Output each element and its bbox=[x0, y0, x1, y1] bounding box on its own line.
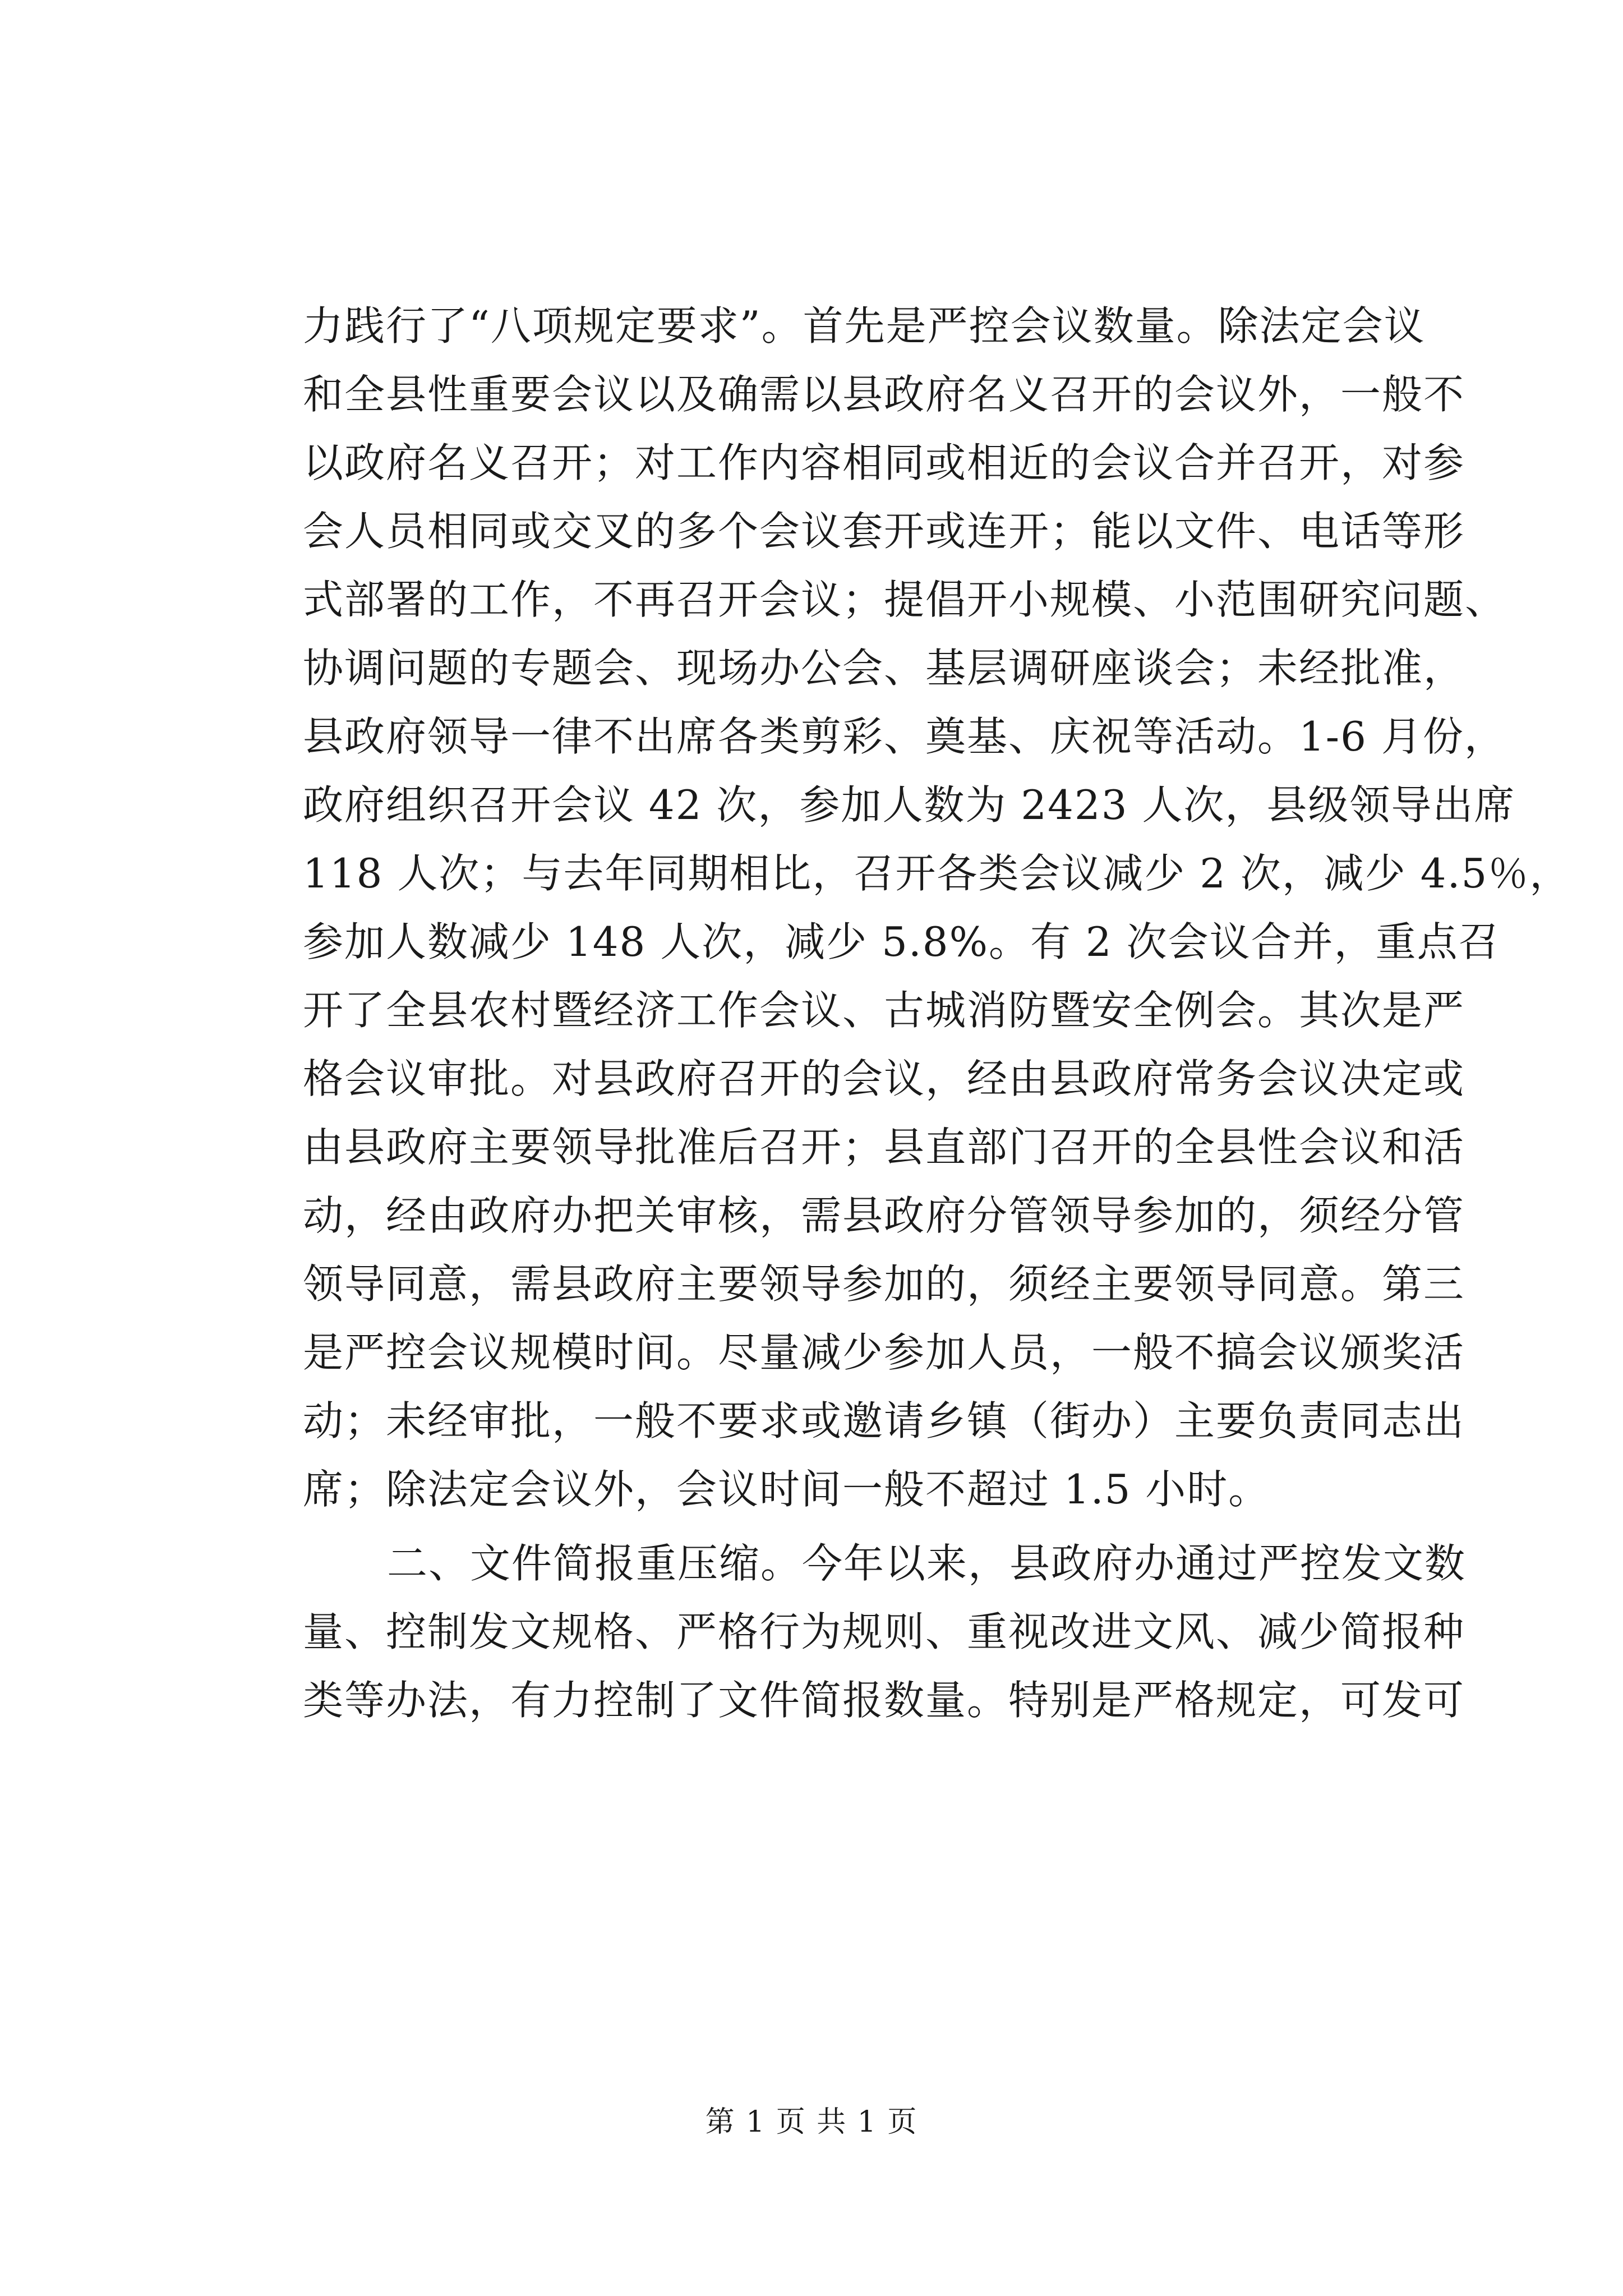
paragraph-gap bbox=[303, 1524, 1481, 1529]
text-line: 县政府领导一律不出席各类剪彩、奠基、庆祝等活动。1-6 月份， bbox=[303, 713, 1506, 760]
text-line: 参加人数减少 148 人次，减少 5.8%。有 2 次会议合并，重点召 bbox=[303, 918, 1500, 965]
text-line: 以政府名义召开；对工作内容相同或相近的会议合并召开，对参 bbox=[303, 439, 1465, 486]
text-line: 动；未经审批，一般不要求或邀请乡镇（街办）主要负责同志出 bbox=[303, 1397, 1465, 1444]
document-body bbox=[303, 292, 1571, 1734]
page-footer: 第 1 页 共 1 页 bbox=[705, 2105, 918, 2139]
text-line: 力践行了“八项规定要求”。首先是严控会议数量。除法定会议 bbox=[303, 302, 1426, 349]
text-line: 协调问题的专题会、现场办公会、基层调研座谈会；未经批准， bbox=[303, 645, 1465, 692]
text-line: 由县政府主要领导批准后召开；县直部门召开的全县性会议和活 bbox=[303, 1124, 1465, 1171]
text-line: 动，经由政府办把关审核，需县政府分管领导参加的，须经分管 bbox=[303, 1192, 1465, 1239]
text-line: 118 人次；与去年同期相比，召开各类会议减少 2 次，减少 4.5％， bbox=[303, 850, 1571, 897]
text-line: 类等办法，有力控制了文件简报数量。特别是严格规定，可发可 bbox=[303, 1677, 1465, 1724]
text-line: 开了全县农村暨经济工作会议、古城消防暨安全例会。其次是严 bbox=[303, 987, 1465, 1034]
text-line: 格会议审批。对县政府召开的会议，经由县政府常务会议决定或 bbox=[303, 1055, 1465, 1102]
text-line: 量、控制发文规格、严格行为规则、重视改进文风、减少简报种 bbox=[303, 1608, 1465, 1655]
text-line: 席；除法定会议外，会议时间一般不超过 1.5 小时。 bbox=[303, 1466, 1270, 1513]
paragraph-2-first-line: 二、文件简报重压缩。今年以来，县政府办通过严控发文数 bbox=[387, 1540, 1467, 1587]
text-line: 领导同意，需县政府主要领导参加的，须经主要领导同意。第三 bbox=[303, 1260, 1465, 1308]
text-line: 会人员相同或交叉的多个会议套开或连开；能以文件、电话等形 bbox=[303, 508, 1465, 555]
text-line: 式部署的工作，不再召开会议；提倡开小规模、小范围研究问题、 bbox=[303, 576, 1507, 623]
text-line: 政府组织召开会议 42 次，参加人数为 2423 人次，县级领导出席 bbox=[303, 781, 1516, 829]
text-line: 和全县性重要会议以及确需以县政府名义召开的会议外，一般不 bbox=[303, 371, 1465, 418]
text-line: 是严控会议规模时间。尽量减少参加人员，一般不搞会议颁奖活 bbox=[303, 1329, 1465, 1376]
